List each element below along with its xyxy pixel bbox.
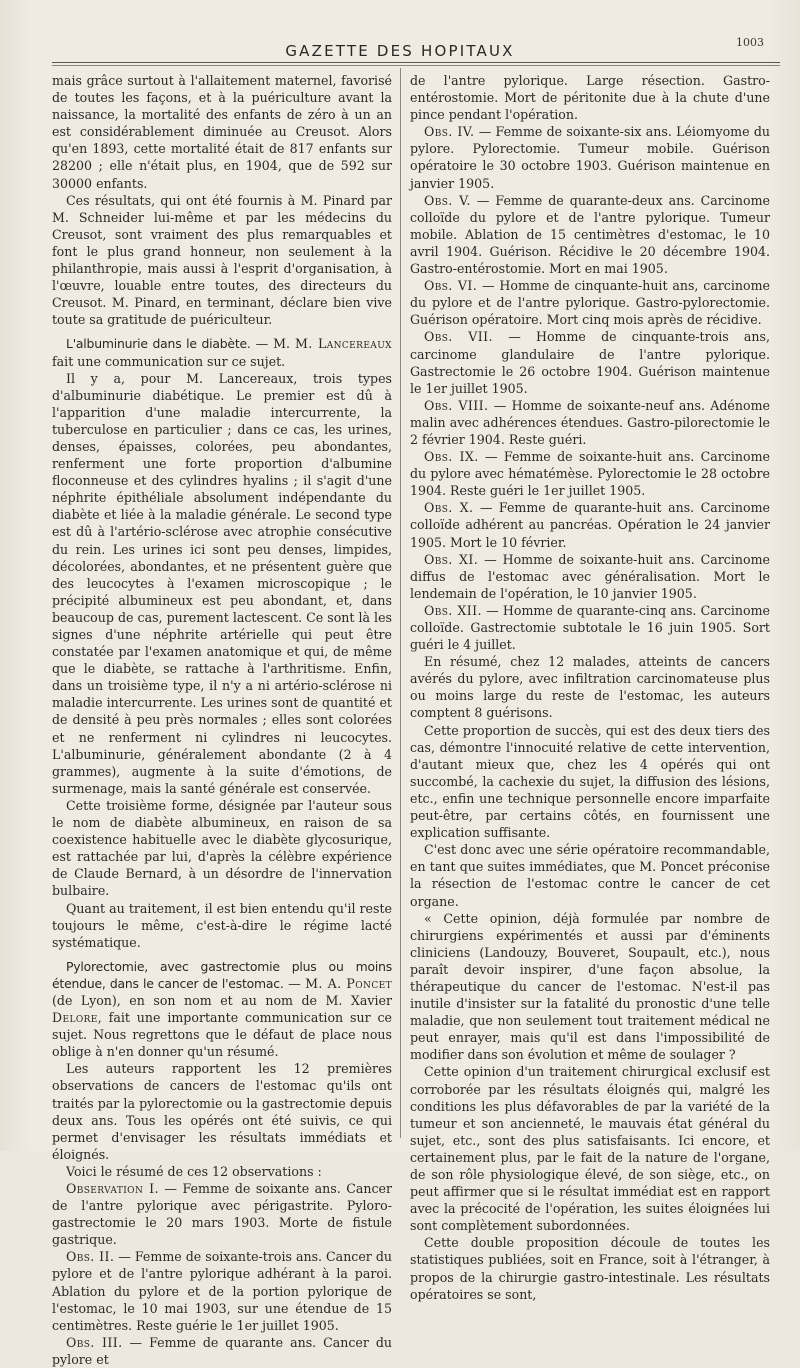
observation-2 xyxy=(52,1248,392,1333)
observation-label: Obs. XI. xyxy=(424,551,479,567)
observation-label: Obs. II. xyxy=(66,1249,115,1265)
paragraph-proportion: Cette proportion de succès, qui est des deux tiers des cas, démontre l'innocuité relative de cette intervention, d'autant mieux que, chez les 4 opérés qui ont succombé, la cachexie du sujet, la diffusion des lésions, etc., enfin une technique personnelle encore imparfaite peut-être, par certains côtés, en fournissent une explication suffisante. xyxy=(410,722,770,841)
paragraph: mais grâce surtout à l'allaitement maternel, favorisé de toutes les façons, et à la puériculture avant la naissance, la mortalité des enfants de zéro à un an est considérablement diminuée au Creusot. Alors qu'en 1893, cette mortalité était de 817 enfants sur 28200 ; elle n'était plus, en 1904, que de 592 sur 30000 enfants. xyxy=(52,73,392,191)
section-heading: L'albuminurie dans le diabète. xyxy=(66,336,251,352)
observation-8 xyxy=(410,397,770,448)
observation-text: — Femme de soixante-six ans. Léiomyome du pylore. Pylorectomie. Tumeur mobile. Guérison opératoire le 30 octobre 1903. Guérison maintenue en janvier 1905. xyxy=(410,124,770,191)
paragraph: Voici le résumé de ces 12 observations : xyxy=(66,1163,322,1179)
paragraph: Quant au traitement, il est bien entendu qu'il reste toujours le même, c'est-à-dire le régime lacté systématique. xyxy=(52,900,392,950)
section-pylorectomie-lead: Pylorectomie, avec gastrectomie plus ou moins étendue, dans le cancer de l'estomac. — M. A. Poncet (de Lyon), en son nom et au nom de M. Xavier Delore, fait une importante communication sur ce sujet. Nous regrettons que le défaut de place nous oblige à n'en donner qu'un résumé. xyxy=(52,958,392,1060)
paragraph: Les auteurs rapportent les 12 premières observations de cancers de l'estomac qu'ils ont traités par la pylorectomie ou la gastrectomie depuis deux ans. Tous les opérés ont été suivis, ce qui permet d'envisager les résultats immédiats et éloignés. xyxy=(52,1061,392,1162)
coauthor-name: Delore xyxy=(52,1010,98,1026)
author-name: M. A. Poncet xyxy=(305,975,392,991)
paragraph-opinion: Cette opinion d'un traitement chirurgical exclusif est corroborée par les résultats éloignés qui, malgré les conditions les plus défavorables de par la variété de la tumeur et son ancienneté, le mauvais état général du sujet, etc., sont des plus satisfaisants. Ici encore, et certainement plus, par le fait de la nature de l'organe, de son rôle physiologique élevé, de son siège, etc., on peut affirmer que si le résultat immédiat est en rapport avec la précocité de l'opération, les suites éloignées lui sont complètement subordonnées. xyxy=(410,1064,770,1234)
observation-text: — Femme de quarante ans. Cancer du pylore et xyxy=(52,1334,392,1367)
lead-text: , fait une importante communication sur ce sujet. Nous regrettons que le défaut de place nous oblige à n'en donner qu'un résumé. xyxy=(52,1010,392,1060)
observation-label: Obs. X. xyxy=(424,500,474,516)
lead-text: (de Lyon), en son nom et au nom de M. Xavier xyxy=(52,992,392,1008)
observation-text: — Femme de soixante ans. Cancer de l'antre pylorique avec périgastrite. Pyloro-gastrectomie le 20 mars 1903. Morte de fistule gastrique. xyxy=(52,1181,393,1248)
observation-4 xyxy=(410,123,770,191)
paragraph: Cette troisième forme, désignée par l'auteur sous le nom de diabète albumineux, en raison de sa coexistence habituelle avec le diabète glycosurique, est rattachée par lui, d'après la célèbre expérience de Claude Bernard, à un désordre de l'innervation bulbaire. xyxy=(52,797,392,899)
observation-6 xyxy=(410,277,770,328)
observation-3 xyxy=(52,1334,392,1368)
observation-label: Obs. IX. xyxy=(424,449,479,465)
observation-11 xyxy=(410,551,770,602)
observation-text: — Femme de quarante-huit ans. Carcinome colloïde adhérent au pancréas. Opération le 24 janvier 1905. Mort le 10 février. xyxy=(410,500,770,550)
observation-12 xyxy=(410,602,770,653)
observation-text: — Homme de quarante-cinq ans. Carcinome colloïde. Gastrectomie subtotale le 16 juin 1905. Sort guéri le 4 juillet. xyxy=(410,602,770,653)
observation-7 xyxy=(410,328,770,396)
observation-label: Obs. III. xyxy=(66,1334,123,1350)
left-column xyxy=(52,72,392,1368)
column-divider xyxy=(400,68,401,1138)
paragraph: Il y a, pour M. Lancereaux, trois types d'albuminurie diabétique. Le premier est dû à l'apparition d'une maladie intercurrente, la tuberculose en particulier ; dans ce cas, les urines, denses, épaisses, colorées, peu abondantes, renferment une forte proportion d'albumine floconneuse et des cylindres hyalins ; il s'agit d'une néphrite épithéliale absolument indépendante du diabète et liée à la maladie générale. Le second type est dû à l'artério-sclérose avec atrophie consécutive du rein. Les urines ici sont peu denses, limpides, décolorées, abondantes, et ne présentent guère que des leucocytes à l'examen microscopique ; le précipité albumineux est peu abondant, et, dans beaucoup de cas, purement lactescent. Ce sont là les signes d'une néphrite artérielle qui peut être constatée par l'examen anatomique et qui, de même que le diabète, se rattache à l'arthritisme. Enfin, dans un troisième type, il n'y a ni artério-sclérose ni maladie intercurrente. Les urines sont de quantité et de densité à peu près normales ; elles sont colorées et ne renferment ni cylindres ni leucocytes. L'albuminurie, généralement abondante (2 à 4 grammes), augmente à la suite d'émotions, de surmenage, mais la santé générale est conservée. xyxy=(52,370,392,796)
observation-text: — Femme de soixante-huit ans. Carcinome du pylore avec hématémèse. Pylorectomie le 28 octobre 1904. Reste guéri le 1er juillet 1905. xyxy=(410,449,770,499)
paragraph-double: Cette double proposition découle de toutes les statistiques publiées, soit en France, soit à l'étranger, à propos de la chirurgie gastro-intestinale. Les résultats opératoires se sont, xyxy=(410,1235,770,1302)
observation-text: — Homme de soixante-huit ans. Carcinome diffus de l'estomac avec généralisation. Mort le lendemain de l'opération, le 10 janvier 1905. xyxy=(410,551,770,601)
observation-label: Obs. VII. xyxy=(424,329,493,345)
paragraph-serie: C'est donc avec une série opératoire recommandable, en tant que suites immédiates, que M. Poncet préconise la résection de l'estomac contre le cancer de cet organe. xyxy=(410,842,770,909)
author-name: M. Lancereaux xyxy=(294,336,392,352)
observation-text: — Homme de cinquante-trois ans, carcinome glandulaire de l'antre pylorique. Gastrectomie le 26 octobre 1904. Guérison maintenue le 1er juillet 1905. xyxy=(410,329,771,396)
observation-label: Obs. VIII. xyxy=(424,397,489,413)
paragraph-summary: En résumé, chez 12 malades, atteints de cancers avérés du pylore, avec infiltration carcinomateuse plus ou moins large du reste de l'estomac, les auteurs comptent 8 guérisons. xyxy=(410,654,770,721)
observation-label: Obs. IV. xyxy=(424,124,475,140)
header-rule xyxy=(52,62,780,63)
paragraph: Ces résultats, qui ont été fournis à M. Pinard par M. Schneider lui-même et par les médecins du Creusot, sont vraiment des plus remarquables et font le plus grand honneur, non seulement à la philanthropie, mais aussi à l'esprit d'organisation, à l'œuvre, louable entre toutes, des directeurs du Creusot. M. Pinard, en terminant, déclare bien vive toute sa gratitude de puériculteur. xyxy=(52,192,392,328)
observation-10 xyxy=(410,499,770,550)
observation-9 xyxy=(410,448,770,499)
section-heading: Pylorectomie, avec gastrectomie plus ou moins étendue, dans le cancer de l'estomac. xyxy=(52,958,392,991)
observation-text: — Femme de soixante-trois ans. Cancer du pylore et de l'antre pylorique adhérant à la paroi. Ablation du pylore et de la portion pylorique de l'estomac, le 10 mai 1903, sur une étendue de 15 centimètres. Reste guérie le 1er juillet 1905. xyxy=(52,1249,393,1333)
observation-label: Obs. XII. xyxy=(424,602,482,618)
observation-label: Obs. V. xyxy=(424,192,471,208)
journal-title: GAZETTE DES HOPITAUX xyxy=(285,42,515,60)
header-rule-secondary xyxy=(52,65,780,66)
observation-text: — Homme de soixante-neuf ans. Adénome malin avec adhérences étendues. Gastro-pilorectomie le 2 février 1904. Reste guéri. xyxy=(410,397,770,447)
paragraph-quote: « Cette opinion, déjà formulée par nombre de chirurgiens expérimentés et aussi par d'éminents cliniciens (Landouzy, Bouveret, Soupault, etc.), nous paraît devoir inspirer, d'une façon absolue, la thérapeutique du cancer de l'estomac. N'est-il pas inutile d'insister sur la fatalité du pronostic d'une telle maladie, que non seulement tout traitement médical ne peut enrayer, mais qu'il est dans l'impossibilité de modifier dans son évolution et même de soulager ? xyxy=(410,910,770,1063)
page-number: 1003 xyxy=(736,36,764,49)
section-albuminurie-lead: L'albuminurie dans le diabète. — M. M. Lancereaux fait une communication sur ce sujet. xyxy=(52,336,392,369)
right-column xyxy=(410,72,770,1303)
observation-5 xyxy=(410,192,770,277)
lead-text: fait une communication sur ce sujet. xyxy=(52,353,286,369)
observation-3-continued: de l'antre pylorique. Large résection. Gastro-entérostomie. Mort de péritonite due à la chute d'une pince pendant l'opération. xyxy=(410,73,770,123)
observation-text: — Femme de quarante-deux ans. Carcinome colloïde du pylore et de l'antre pylorique. Tumeur mobile. Ablation de 15 centimètres d'estomac, le 10 avril 1904. Guérison. Récidive le 20 décembre 1904. Gastro-entérostomie. Mort en mai 1905. xyxy=(410,192,770,277)
observation-text: — Homme de cinquante-huit ans, carcinome du pylore et de l'antre pylorique. Gastro-pylorectomie. Guérison opératoire. Mort cinq mois après de récidive. xyxy=(410,278,770,328)
observation-1 xyxy=(52,1180,392,1248)
observation-label: Observation I. xyxy=(66,1181,159,1196)
observation-label: Obs. VI. xyxy=(424,278,478,294)
